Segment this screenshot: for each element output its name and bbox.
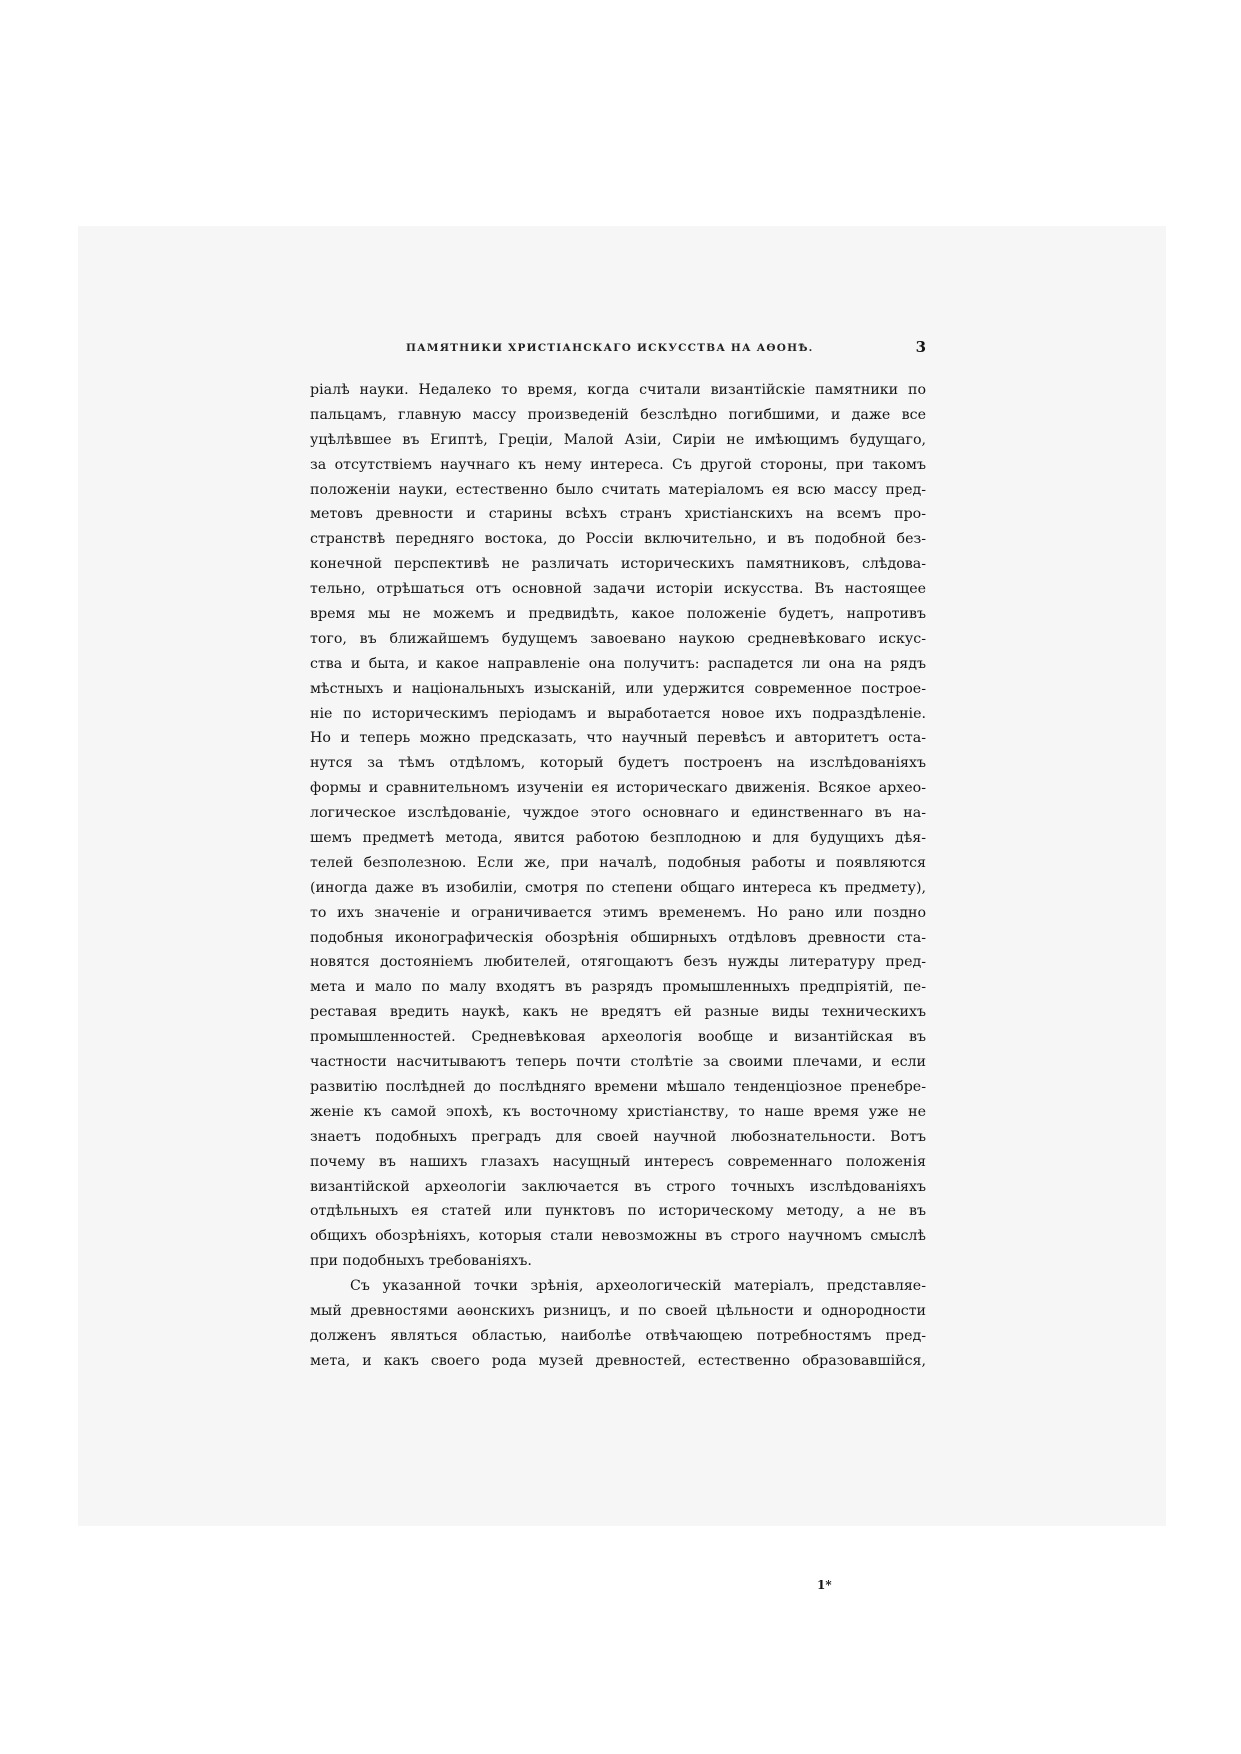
text-line: логическое изслѣдованіе, чуждое этого основнаго и единственнаго въ на- [310,805,926,822]
text-line: тельно, отрѣшаться отъ основной задачи исторіи искусства. Въ настоящее [310,581,926,598]
text-line: пальцамъ, главную массу произведеній безслѣдно погибшими, и даже все [310,406,926,423]
text-line: ріалѣ науки. Недалеко то время, когда считали византійскіе памятники по [310,382,926,398]
text-line: отдѣльныхъ ея статей или пунктовъ по историческому методу, а не въ [310,1203,926,1220]
text-line: ства и быта, и какое направленіе она получитъ: распадется ли она на рядъ [310,655,926,672]
running-title: ПАМЯТНИКИ ХРИСТІАНСКАГО ИСКУССТВА НА АѲОНѢ. [406,342,814,354]
text-line: нутся за тѣмъ отдѣломъ, который будетъ построенъ на изслѣдованіяхъ [310,755,926,772]
paragraph-2 [310,1274,926,1374]
text-line: время мы не можемъ и предвидѣть, какое положеніе будетъ, напротивъ [310,606,926,623]
paragraph-1 [310,378,926,1274]
text-line: женіе къ самой эпохѣ, къ восточному христіанству, то наше время уже не [310,1103,926,1120]
text-line: того, въ ближайшемъ будущемъ завоевано наукою средневѣковаго искус- [310,630,926,647]
text-line: мета, и какъ своего рода музей древностей, естественно образовавшійся, [310,1352,926,1369]
text-line: мѣстныхъ и національныхъ изысканій, или удержится современное построе- [310,680,926,697]
text-line: реставая вредить наукѣ, какъ не вредятъ ей разные виды техническихъ [310,1004,926,1021]
text-line: промышленностей. Средневѣковая археологія вообще и византійская въ [310,1029,926,1046]
text-line: частности насчитываютъ теперь почти столѣтіе за своими плечами, и если [310,1054,926,1071]
text-line: уцѣлѣвшее въ Египтѣ, Греціи, Малой Азіи, Сиріи не имѣющимъ будущаго, [310,431,926,448]
text-line: подобныя иконографическія обозрѣнія обширныхъ отдѣловъ древности ста- [310,929,926,946]
text-line: телей безполезною. Если же, при началѣ, подобныя работы и появляются [310,854,926,871]
text-line: ніе по историческимъ періодамъ и выработается новое ихъ подраздѣленіе. [310,705,926,722]
text-line: за отсутствіемъ научнаго къ нему интереса. Съ другой стороны, при такомъ [310,456,926,473]
text-line: долженъ являться областью, наиболѣе отвѣчающею потребностямъ пред- [310,1327,926,1344]
signature-mark: 1* [817,1578,832,1592]
text-line: знаетъ подобныхъ преградъ для своей научной любознательности. Вотъ [310,1128,926,1145]
text-line: мета и мало по малу входятъ въ разрядъ промышленныхъ предпріятій, пе- [310,979,926,996]
text-line: при подобныхъ требованіяхъ. [310,1253,532,1270]
text-line: Съ указанной точки зрѣнія, археологическій матеріалъ, представляе- [350,1278,926,1295]
text-line: новятся достояніемъ любителей, отягощаютъ безъ нужды литературу пред- [310,954,926,971]
text-line: византійской археологіи заключается въ строго точныхъ изслѣдованіяхъ [310,1178,926,1195]
text-line: мый древностями аѳонскихъ ризницъ, и по своей цѣльности и однородности [310,1302,926,1319]
text-line: развитію послѣдней до послѣдняго времени мѣшало тенденціозное пренебре- [310,1078,926,1095]
text-line: положеніи науки, естественно было считать матеріаломъ ея всю массу пред- [310,481,926,498]
text-line: Но и теперь можно предсказать, что научный перевѣсъ и авторитетъ оста- [310,730,926,747]
text-line: странствѣ передняго востока, до Россіи включительно, и въ подобной без- [310,531,926,548]
text-line: формы и сравнительномъ изученіи ея историческаго движенія. Всякое археo- [310,780,926,797]
running-head [310,338,926,364]
text-line: конечной перспективѣ не различать историческихъ памятниковъ, слѣдова- [310,556,926,573]
page-text-block [310,338,926,1592]
text-line: общихъ обозрѣніяхъ, которыя стали невозможны въ строго научномъ смыслѣ [310,1228,926,1245]
text-line: то ихъ значеніе и ограничивается этимъ временемъ. Но рано или поздно [310,904,926,921]
text-line: почему въ нашихъ глазахъ насущный интересъ современнаго положенія [310,1153,926,1170]
page-number: 3 [915,338,926,356]
text-line: (иногда даже въ изобиліи, смотря по степени общаго интереса къ предмету), [310,879,926,896]
text-line: шемъ предметѣ метода, явится работою безплодною и для будущихъ дѣя- [310,830,926,847]
text-line: метовъ древности и старины всѣхъ странъ христіанскихъ на всемъ про- [310,506,926,523]
